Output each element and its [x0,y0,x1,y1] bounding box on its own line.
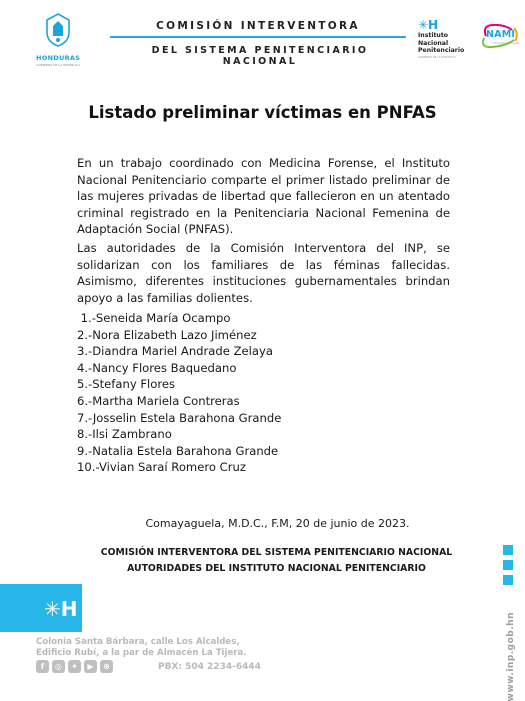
inp-name-line-2: Penitenciario [418,47,465,54]
inp-logo [418,20,480,59]
list-item: 8.-Ilsi Zambrano [77,427,172,442]
document-title: Listado preliminar víctimas en PNFAS [88,103,437,122]
youtube-icon[interactable]: ▶ [84,660,97,673]
paragraph-solidarity: Las autoridades de la Comisión Interventora del INP, se solidarizan con los familiares de las féminas fallecidas. Asimismo, diferentes instituciones gubernamentales brindan apoyo a las familias dolientes. [77,241,450,305]
instagram-icon[interactable]: ◎ [52,660,65,673]
nami-sublabel: Empoderamiento [494,41,520,45]
honduras-logo [36,12,80,67]
date-line: Comayaguela, M.D.C., F.M, 20 de junio de 2023. [145,517,410,530]
list-item: 1.-Seneida María Ocampo [77,311,231,325]
inp-sublabel: GOBIERNO DE LA REPÚBLICA [418,55,456,59]
honduras-sublabel: GOBIERNO DE LA REPÚBLICA [36,63,80,67]
footer-inp-mark: ✳H [44,597,78,621]
web-icon[interactable]: ⊕ [100,660,113,673]
nami-label: NAMI [486,29,516,40]
list-item: 6.-Martha Mariela Contreras [77,393,240,408]
inp-mark: ✳H [418,18,439,32]
victims-list [77,310,450,476]
twitter-icon[interactable]: ✦ [68,660,81,673]
honduras-label: HONDURAS [36,54,81,62]
facebook-icon[interactable]: f [36,660,49,673]
list-item: 9.-Natalia Estela Barahona Grande [77,443,279,458]
header-subtitle: DEL SISTEMA PENITENCIARIO NACIONAL [151,45,369,67]
signature-line-1: COMISIÓN INTERVENTORA DEL SISTEMA PENITENCIARIO NACIONAL [100,547,453,558]
website-url[interactable]: www.inp.gob.hn [506,612,516,701]
square-1 [503,545,513,555]
footer-accent-bar [0,584,36,632]
list-item: 5.-Stefany Flores [77,377,176,392]
decorative-squares [503,545,513,585]
list-item: 10.-Vivian Saraí Romero Cruz [77,460,246,475]
social-links [36,660,113,673]
header-title: COMISIÓN INTERVENTORA [156,20,360,32]
square-3 [503,575,513,585]
list-item: 3.-Diandra Mariel Andrade Zelaya [77,344,273,359]
footer-address: Colonia Santa Bárbara, calle Los Alcaldes, Edificio Rubí, a la par de Almacén La Tijera. [36,637,247,658]
signature-line-2: AUTORIDADES DEL INSTITUTO NACIONAL PENITENCIARIO [127,563,426,574]
list-item: 7.-Josselin Estela Barahona Grande [77,410,282,425]
nami-logo [478,22,520,50]
list-item: 2.-Nora Elizabeth Lazo Jiménez [77,327,257,342]
honduras-seal-icon [43,12,73,48]
inp-name-line-1: Instituto Nacional [418,32,449,47]
list-item: 4.-Nancy Flores Baquedano [77,360,237,375]
footer-phone: PBX: 504 2234-6444 [158,662,261,672]
square-2 [503,560,513,570]
header-divider [110,36,406,38]
paragraph-intro: En un trabajo coordinado con Medicina Forense, el Instituto Nacional Penitenciario comparte el primer listado preliminar de las mujeres privadas de libertad que fallecieron en un atentado criminal registrado en la Penitenciaria Nacional Femenina de Adaptación Social (PNFAS). [77,156,450,236]
